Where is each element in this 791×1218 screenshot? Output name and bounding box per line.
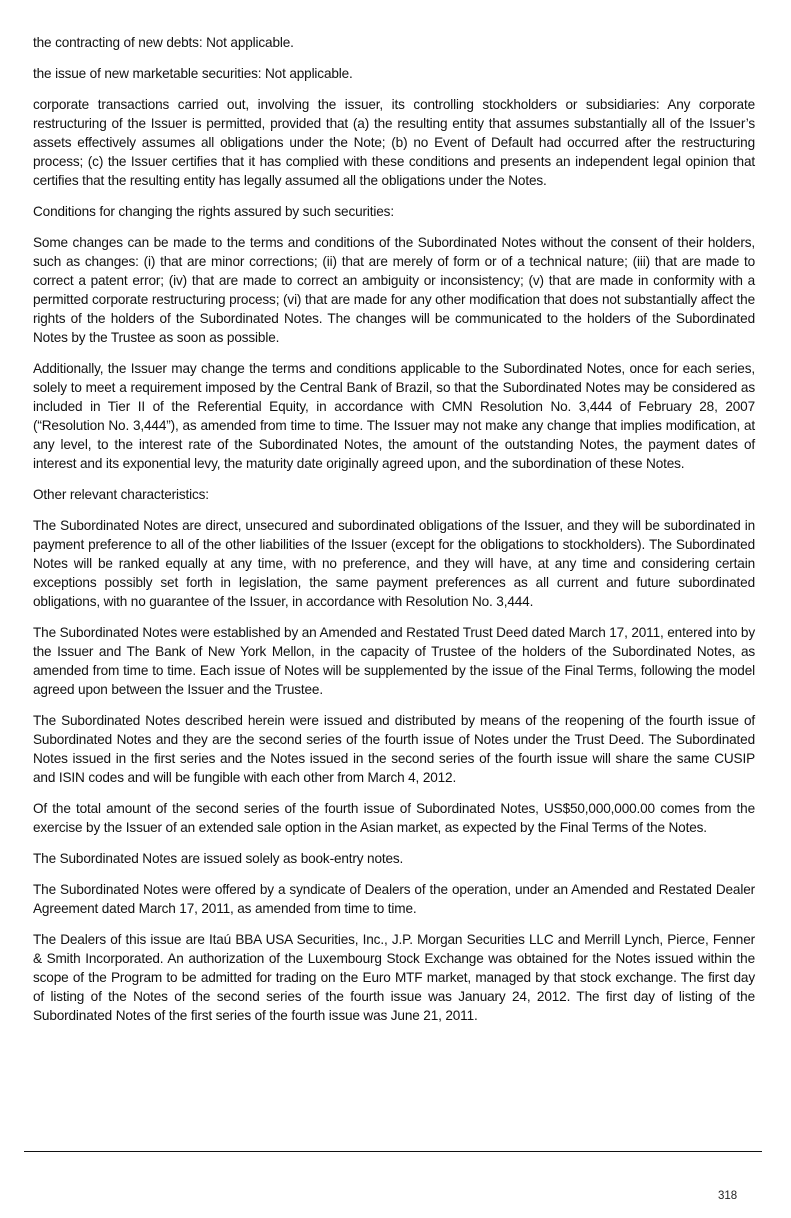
paragraph-dealer-agreement: The Subordinated Notes were offered by a syndicate of Dealers of the operation, under an Amended and Restated Dealer Agreement dated March 17, 2011, as amended from time to time. [33,882,755,916]
footer-divider [24,1151,762,1152]
paragraph-new-securities: the issue of new marketable securities: Not applicable. [33,66,353,81]
paragraph-subordination: The Subordinated Notes are direct, unsecured and subordinated obligations of the Issuer, and they will be subordinated in payment preference to all of the other liabilities of the Issuer (except for the obligations to stockholders). The Subordinated Notes will be ranked equally at any time, with no preference, and they will have, at any time and considering certain exceptions possibly set forth in legislation, the same payment preferences as all current and future subordinated obligations, with no guarantee of the Issuer, in accordance with Resolution No. 3,444. [33,518,755,609]
paragraph-total-amount: Of the total amount of the second series of the fourth issue of Subordinated Notes, US$50,000,000.00 comes from the exercise by the Issuer of an extended sale option in the Asian market, as expected by the Final Terms of the Notes. [33,801,755,835]
paragraph-conditions-heading: Conditions for changing the rights assured by such securities: [33,204,394,219]
document-body [33,33,755,1037]
paragraph-reopening: The Subordinated Notes described herein were issued and distributed by means of the reopening of the fourth issue of Subordinated Notes and they are the second series of the fourth issue of Notes under the Trust Deed. The Subordinated Notes issued in the first series and the Notes issued in the second series of the fourth issue will share the same CUSIP and ISIN codes and will be fungible with each other from March 4, 2012. [33,713,755,785]
paragraph-other-characteristics-heading: Other relevant characteristics: [33,487,209,502]
paragraph-new-debts: the contracting of new debts: Not applicable. [33,35,294,50]
paragraph-book-entry: The Subordinated Notes are issued solely as book-entry notes. [33,851,404,866]
paragraph-dealers-listing: The Dealers of this issue are Itaú BBA USA Securities, Inc., J.P. Morgan Securities LLC and Merrill Lynch, Pierce, Fenner & Smith Incorporated. An authorization of the Luxembourg Stock Exchange was obtained for the Notes issued within the scope of the Program to be admitted for trading on the Euro MTF market, managed by that stock exchange. The first day of listing of the Notes of the second series of the fourth issue was January 24, 2012. The first day of listing of the Subordinated Notes of the first series of the fourth issue was June 21, 2011. [33,932,755,1023]
paragraph-central-bank-changes: Additionally, the Issuer may change the terms and conditions applicable to the Subordinated Notes, once for each series, solely to meet a requirement imposed by the Central Bank of Brazil, so that the Subordinated Notes may be considered as included in Tier II of the Referential Equity, in accordance with CMN Resolution No. 3,444 of February 28, 2007 (“Resolution No. 3,444”), as amended from time to time. The Issuer may not make any change that implies modification, at any level, to the interest rate of the Subordinated Notes, the amount of the outstanding Notes, the payment dates of interest and its exponential levy, the maturity date originally agreed upon, and the subordination of these Notes. [33,361,755,471]
paragraph-changes-without-consent: Some changes can be made to the terms and conditions of the Subordinated Notes without the consent of their holders, such as changes: (i) that are minor corrections; (ii) that are merely of form or of a technical nature; (iii) that are made to correct a patent error; (iv) that are made to correct an ambiguity or inconsistency; (v) that are made in conformity with a permitted corporate restructuring process; (vi) that are made for any other modification that does not substantially affect the rights of the holders of the Subordinated Notes. The changes will be communicated to the holders of the Subordinated Notes by the Trustee as soon as possible. [33,235,755,345]
paragraph-trust-deed: The Subordinated Notes were established by an Amended and Restated Trust Deed dated March 17, 2011, entered into by the Issuer and The Bank of New York Mellon, in the capacity of Trustee of the holders of the Subordinated Notes, as amended from time to time. Each issue of Notes will be supplemented by the issue of the Final Terms, following the model agreed upon between the Issuer and the Trustee. [33,625,755,697]
page-number: 318 [718,1190,738,1202]
paragraph-corporate-transactions: corporate transactions carried out, involving the issuer, its controlling stockholders or subsidiaries: Any corporate restructuring of the Issuer is permitted, provided that (a) the resulting entity that assumes substantially all of the Issuer’s assets effectively assumes all obligations under the Note; (b) no Event of Default had occurred after the restructuring process; (c) the Issuer certifies that it has complied with these conditions and presents an independent legal opinion that certifies that the resulting entity has legally assumed all the obligations under the Notes. [33,97,755,188]
